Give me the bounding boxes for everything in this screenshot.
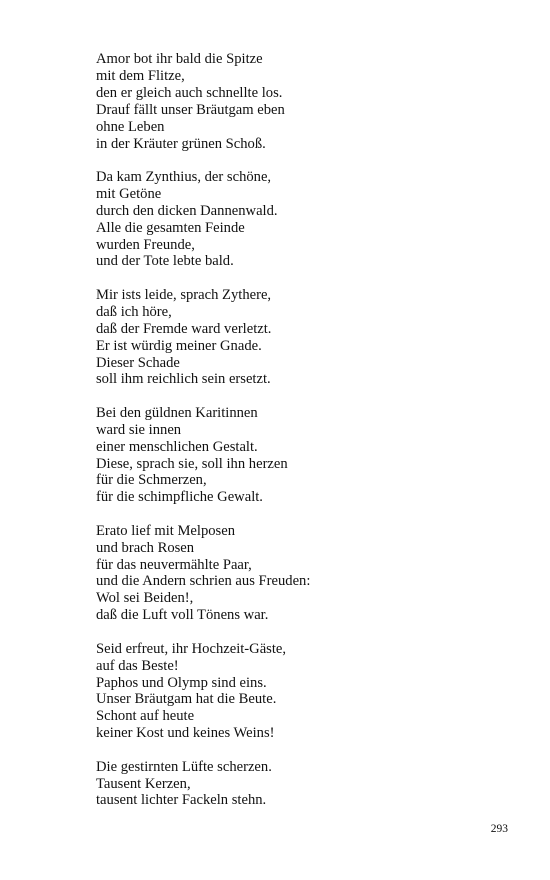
verse-line: Wol sei Beiden!, bbox=[96, 590, 194, 607]
verse-line: auf das Beste! bbox=[96, 657, 179, 674]
verse-line: Paphos und Olymp sind eins. bbox=[96, 674, 267, 691]
verse-line: Drauf fällt unser Bräutgam eben bbox=[96, 101, 285, 118]
verse-line: Die gestirnten Lüfte scherzen. bbox=[96, 758, 272, 775]
verse-line: tausent lichter Fackeln stehn. bbox=[96, 792, 267, 809]
verse-line: Alle die gesamten Feinde bbox=[96, 219, 245, 236]
verse-line: für die Schmerzen, bbox=[96, 472, 207, 489]
verse-line: Erato lief mit Melposen bbox=[96, 522, 236, 539]
verse-line: einer menschlichen Gestalt. bbox=[96, 438, 258, 455]
verse-line: für das neuvermählte Paar, bbox=[96, 556, 252, 573]
page-number: 293 bbox=[490, 823, 508, 835]
verse-line: mit dem Flitze, bbox=[96, 67, 185, 84]
stanza bbox=[96, 759, 516, 810]
verse-line: und brach Rosen bbox=[96, 539, 195, 556]
stanza bbox=[96, 51, 516, 152]
verse-line: Unser Bräutgam hat die Beute. bbox=[96, 691, 277, 708]
verse-line: soll ihm reichlich sein ersetzt. bbox=[96, 371, 271, 388]
verse-line: ward sie innen bbox=[96, 421, 182, 438]
verse-line: für die schimpfliche Gewalt. bbox=[96, 489, 263, 506]
verse-line: daß die Luft voll Tönens war. bbox=[96, 607, 269, 624]
verse-line: durch den dicken Dannenwald. bbox=[96, 202, 278, 219]
verse-line: Da kam Zynthius, der schöne, bbox=[96, 168, 272, 185]
verse-line: Dieser Schade bbox=[96, 354, 180, 371]
verse-line: den er gleich auch schnellte los. bbox=[96, 84, 283, 101]
verse-line: daß ich höre, bbox=[96, 303, 172, 320]
verse-line: Schont auf heute bbox=[96, 708, 195, 725]
verse-line: daß der Fremde ward verletzt. bbox=[96, 320, 272, 337]
verse-line: wurden Freunde, bbox=[96, 236, 195, 253]
verse-line: und die Andern schrien aus Freuden: bbox=[96, 573, 311, 590]
verse-line: in der Kräuter grünen Schoß. bbox=[96, 135, 266, 152]
verse-line: keiner Kost und keines Weins! bbox=[96, 725, 275, 742]
verse-line: Diese, sprach sie, soll ihn herzen bbox=[96, 455, 288, 472]
verse-line: Amor bot ihr bald die Spitze bbox=[96, 51, 263, 67]
verse-line: Tausent Kerzen, bbox=[96, 775, 191, 792]
verse-line: Bei den güldnen Karitinnen bbox=[96, 404, 258, 421]
stanza bbox=[96, 405, 516, 506]
verse-line: Mir ists leide, sprach Zythere, bbox=[96, 286, 272, 303]
verse-line: ohne Leben bbox=[96, 118, 165, 135]
stanza bbox=[96, 169, 516, 270]
stanza bbox=[96, 523, 516, 624]
verse-line: Seid erfreut, ihr Hochzeit-Gäste, bbox=[96, 640, 287, 657]
poem-text bbox=[96, 51, 516, 826]
verse-line: und der Tote lebte bald. bbox=[96, 253, 234, 270]
verse-line: mit Getöne bbox=[96, 185, 162, 202]
stanza bbox=[96, 641, 516, 742]
verse-line: Er ist würdig meiner Gnade. bbox=[96, 337, 262, 354]
stanza bbox=[96, 287, 516, 388]
